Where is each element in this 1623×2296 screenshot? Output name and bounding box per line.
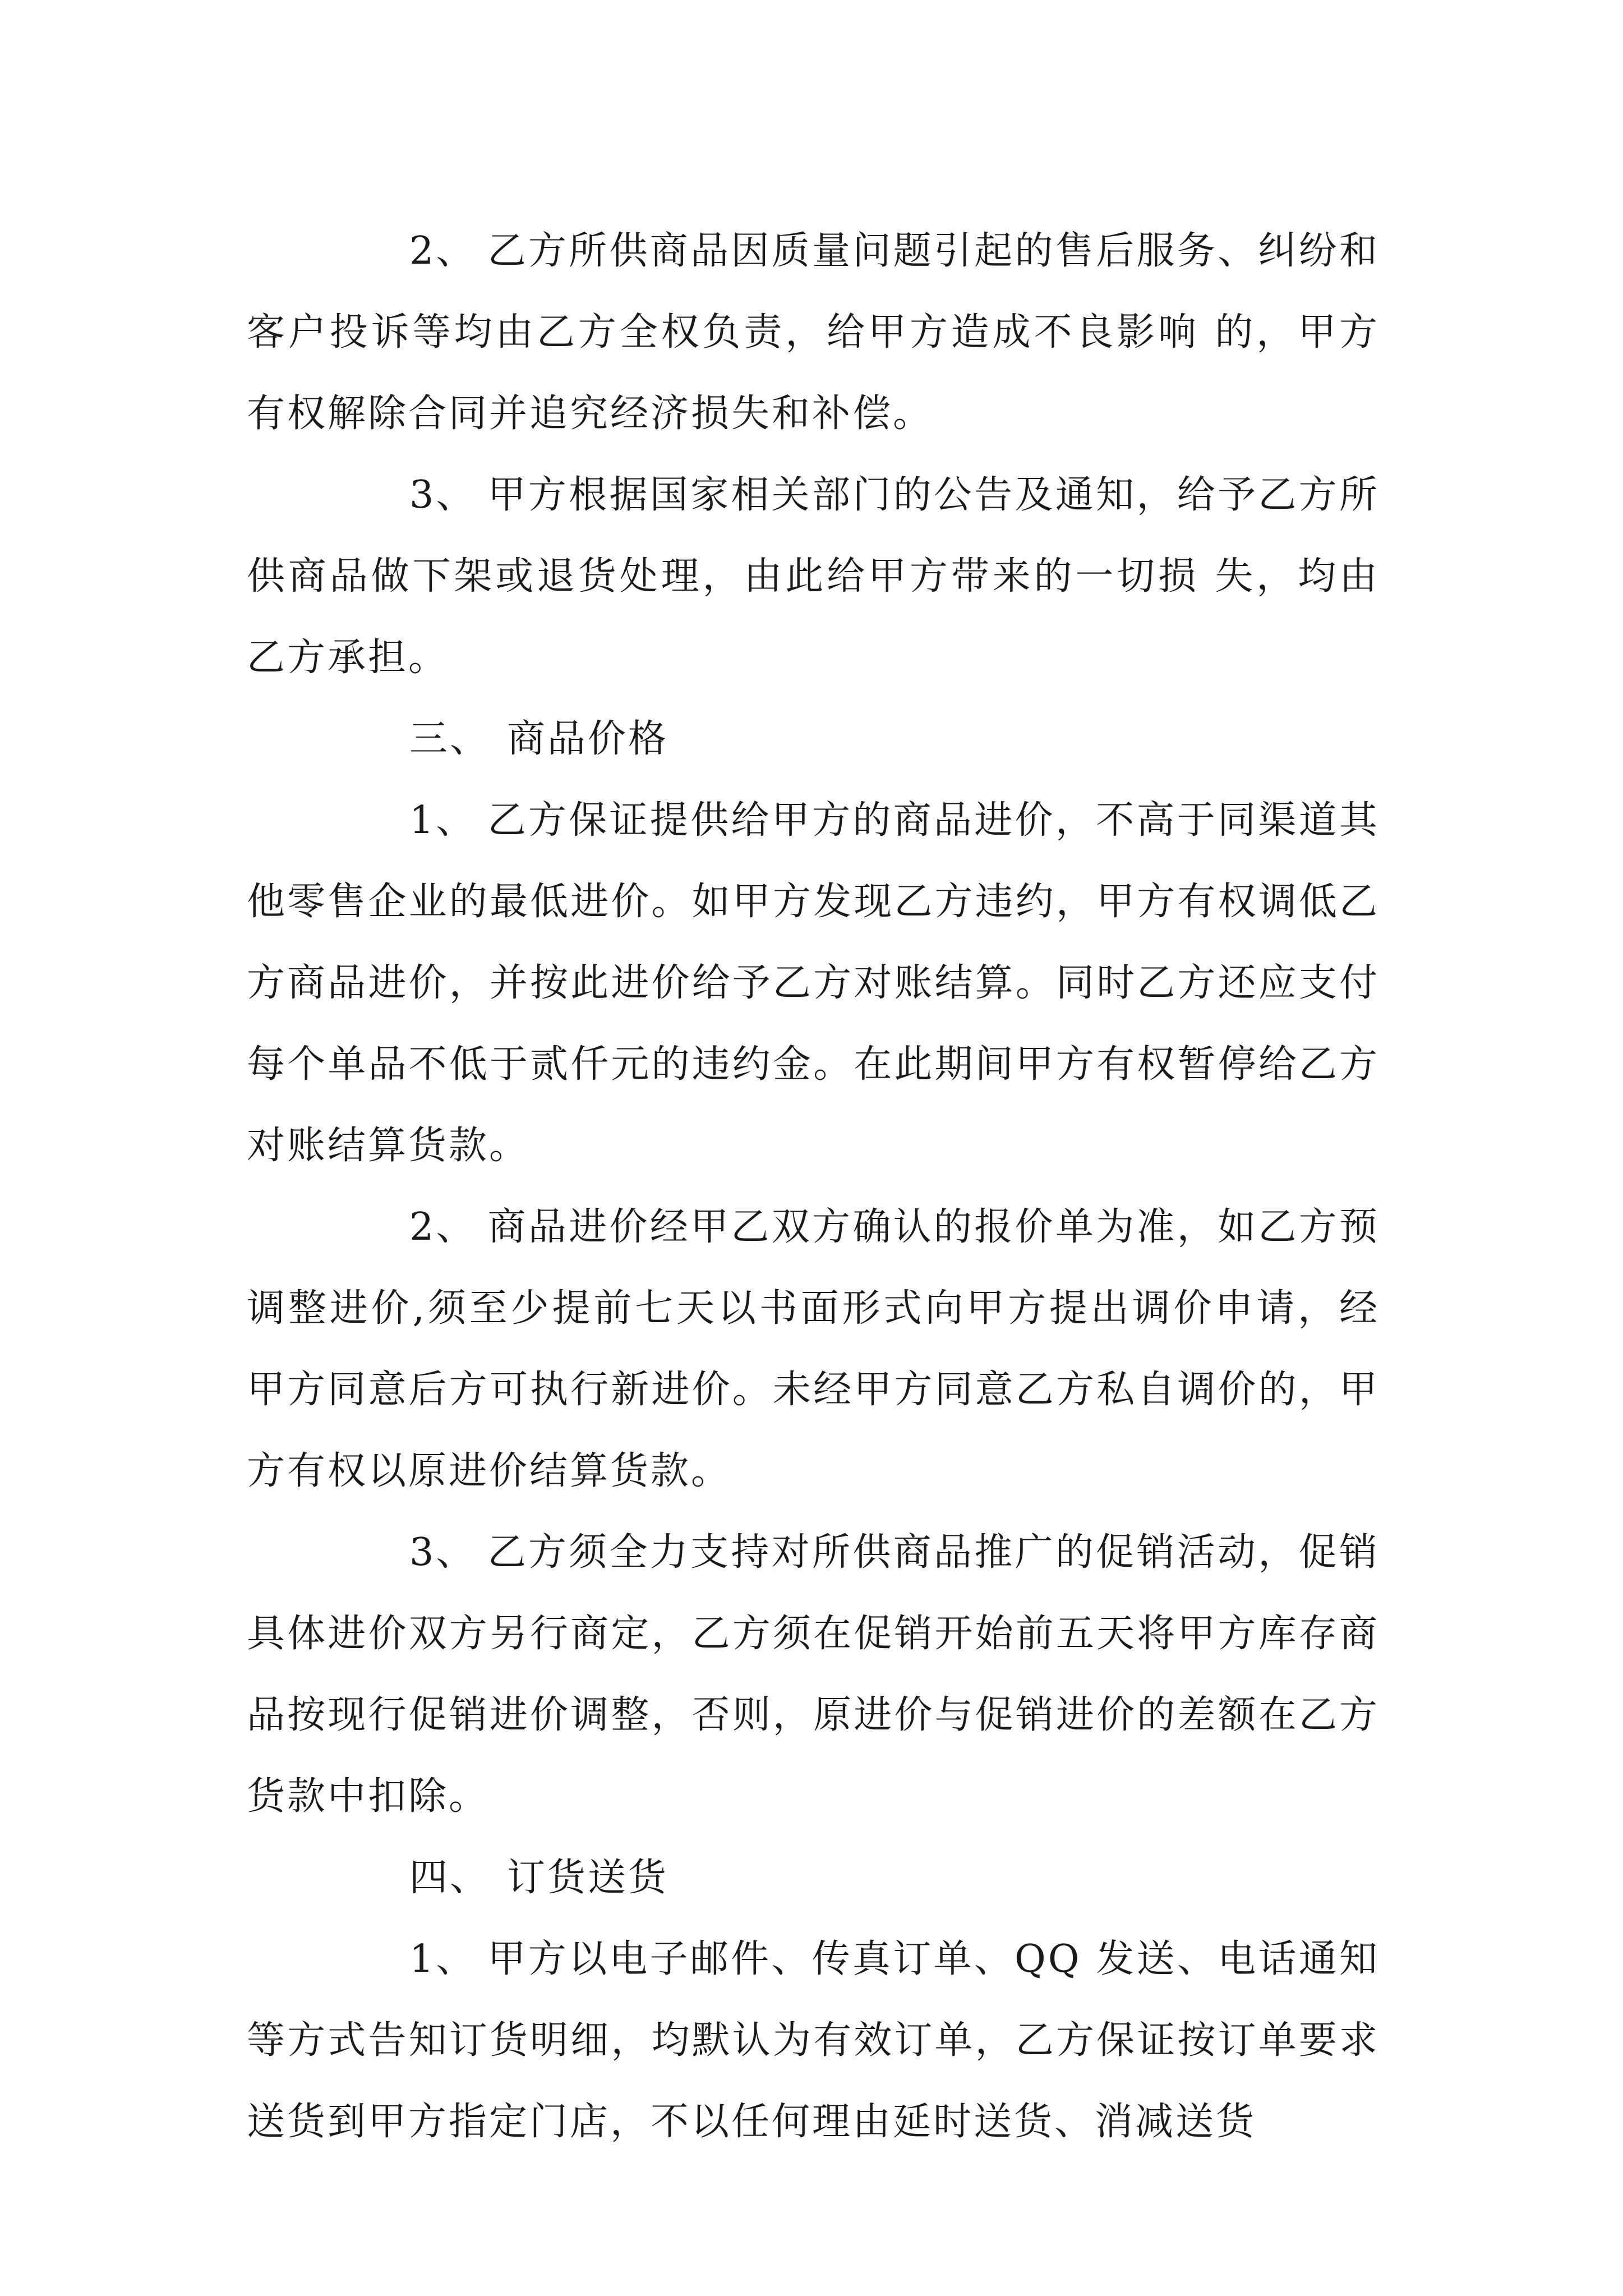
clause-number: 2、	[409, 1205, 477, 1249]
clause-2-after-sales	[247, 210, 1380, 454]
clause-1-lowest-price	[247, 780, 1380, 1186]
clause-number: 2、	[409, 229, 477, 273]
section-number: 三、	[409, 717, 491, 761]
clause-text: 甲方以电子邮件、传真订单、QQ 发送、电话通知等方式告知订货明细，均默认为有效订单，乙方保证按订单要求送货到甲方指定门店，不以任何理由延时送货、消减送货	[247, 1937, 1380, 2144]
clause-3-delisting	[247, 454, 1380, 698]
clause-text: 甲方根据国家相关部门的公告及通知，给予乙方所供商品做下架或退货处理，由此给甲方带来的一切损 失，均由乙方承担。	[247, 473, 1380, 680]
clause-number: 3、	[409, 1530, 477, 1575]
clause-number: 3、	[409, 473, 477, 517]
section-heading-ordering	[247, 1837, 1380, 1918]
section-title: 订货送货	[507, 1856, 669, 1900]
clause-text: 商品进价经甲乙双方确认的报价单为准，如乙方预调整进价,须至少提前七天以书面形式向甲方提出调价申请，经甲方同意后方可执行新进价。未经甲方同意乙方私自调价的，甲方有权以原进价结算货款。	[247, 1205, 1380, 1493]
clause-number: 1、	[409, 798, 477, 843]
section-number: 四、	[409, 1856, 491, 1900]
section-heading-pricing	[247, 698, 1380, 780]
clause-1-order-delivery	[247, 1918, 1380, 2162]
section-title: 商品价格	[507, 717, 669, 761]
clause-2-price-adjustment	[247, 1186, 1380, 1512]
document-body	[247, 210, 1380, 2162]
clause-number: 1、	[409, 1937, 477, 1981]
clause-text: 乙方所供商品因质量问题引起的售后服务、纠纷和客户投诉等均由乙方全权负责，给甲方造成不良影响 的，甲方有权解除合同并追究经济损失和补偿。	[247, 229, 1380, 436]
clause-text: 乙方保证提供给甲方的商品进价，不高于同渠道其他零售企业的最低进价。如甲方发现乙方违约，甲方有权调低乙方商品进价，并按此进价给予乙方对账结算。同时乙方还应支付每个单品不低于贰仟元的违约金。在此期间甲方有权暂停给乙方对账结算货款。	[247, 798, 1380, 1168]
clause-3-promotion	[247, 1512, 1380, 1837]
clause-text: 乙方须全力支持对所供商品推广的促销活动，促销具体进价双方另行商定，乙方须在促销开始前五天将甲方库存商品按现行促销进价调整，否则，原进价与促销进价的差额在乙方货款中扣除。	[247, 1530, 1380, 1819]
